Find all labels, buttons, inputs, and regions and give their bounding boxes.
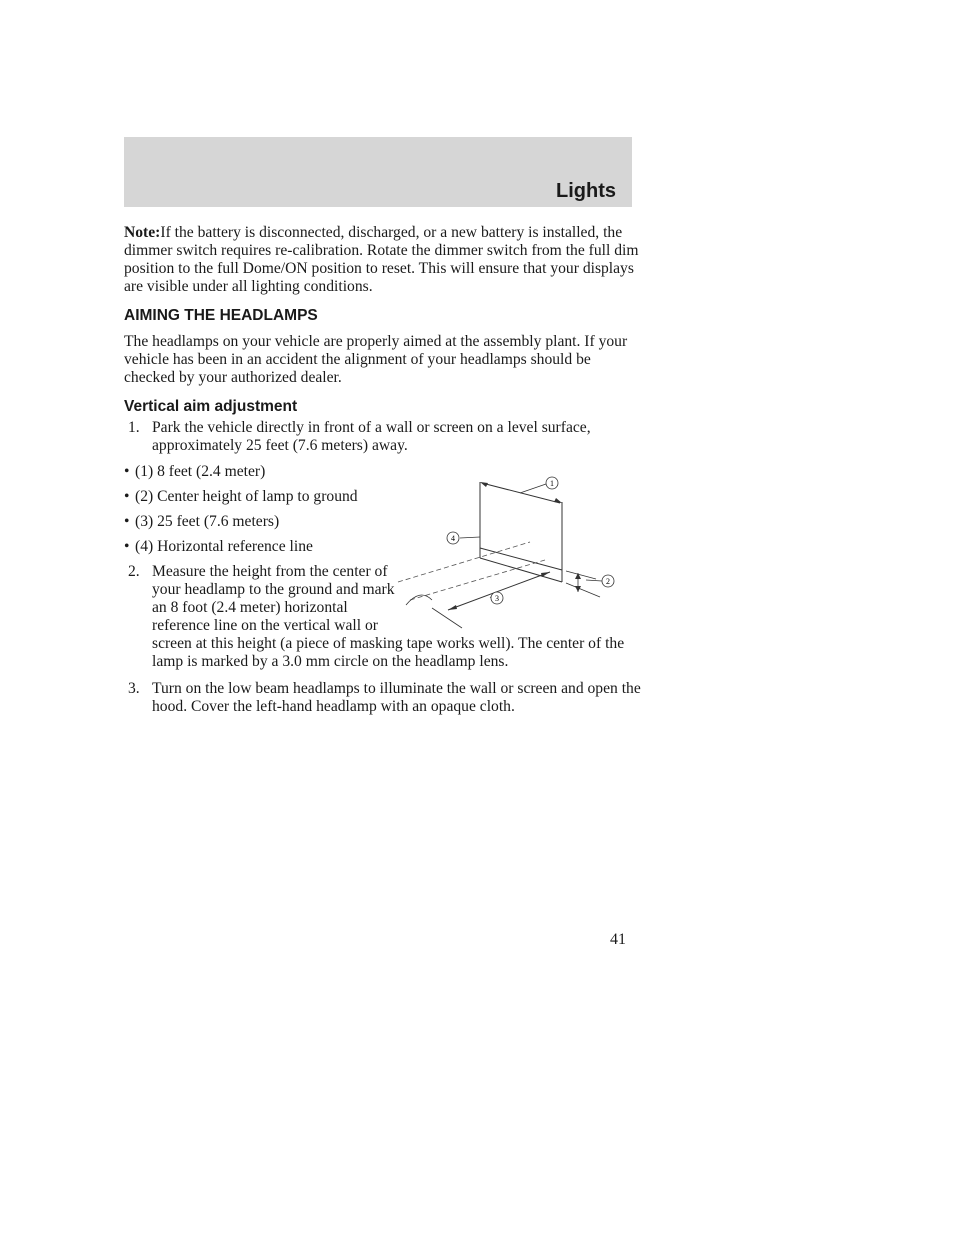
list-item bbox=[124, 488, 391, 506]
aiming-intro: The headlamps on your vehicle are properly aimed at the assembly plant. If your vehicle has been in an accident the alignment of your headlamps should be checked by your authorized dealer. bbox=[124, 333, 628, 386]
step-text-wide: screen at this height (a piece of masking tape works well). The center of the lamp is marked by a 3.0 mm circle on the headlamp lens. bbox=[152, 635, 625, 670]
list-item-text: (4) Horizontal reference line bbox=[135, 538, 313, 555]
bullet-icon: • bbox=[124, 488, 130, 505]
vertical-aim-heading: Vertical aim adjustment bbox=[124, 398, 298, 415]
step-text: Park the vehicle directly in front of a wall or screen on a level surface, approximately 25 feet (7.6 meters) away. bbox=[152, 419, 591, 454]
step-number: 1. bbox=[128, 419, 140, 436]
section-title: Lights bbox=[556, 180, 616, 202]
headlamp-aim-diagram bbox=[390, 470, 620, 635]
step-text-narrow: Measure the height from the center of your headlamp to the ground and mark an 8 foot (2.4 meter) horizontal reference line on the vertical wall or bbox=[152, 563, 395, 634]
aiming-heading: AIMING THE HEADLAMPS bbox=[124, 307, 318, 324]
bullet-icon: • bbox=[124, 463, 130, 480]
step-3 bbox=[124, 680, 644, 716]
bullet-icon: • bbox=[124, 513, 130, 530]
bullet-icon: • bbox=[124, 538, 130, 555]
list-item-text: (1) 8 feet (2.4 meter) bbox=[135, 463, 266, 480]
callout-1-label: 1 bbox=[550, 479, 554, 488]
step-text: Turn on the low beam headlamps to illuminate the wall or screen and open the hood. Cover the left-hand headlamp with an opaque cloth. bbox=[152, 680, 641, 715]
step-number: 3. bbox=[128, 680, 140, 697]
callout-2-label: 2 bbox=[606, 577, 610, 586]
list-item bbox=[124, 538, 391, 556]
callout-4-label: 4 bbox=[451, 534, 455, 543]
list-item bbox=[124, 513, 391, 531]
step-number: 2. bbox=[128, 563, 140, 580]
page-number: 41 bbox=[610, 931, 626, 948]
note-text: If the battery is disconnected, discharged, or a new battery is installed, the dimmer switch requires re-calibration. Rotate the dimmer switch from the full dim position to the full Dome/ON position to reset. This will ensure that your displays are visible under all lighting conditions. bbox=[124, 224, 639, 295]
note-paragraph bbox=[124, 224, 644, 296]
list-item bbox=[124, 463, 391, 481]
section-header-band bbox=[124, 137, 632, 207]
note-label: Note: bbox=[124, 224, 161, 241]
list-item-text: (2) Center height of lamp to ground bbox=[135, 488, 358, 505]
step-1 bbox=[124, 419, 644, 455]
callout-3-label: 3 bbox=[495, 594, 499, 603]
list-item-text: (3) 25 feet (7.6 meters) bbox=[135, 513, 280, 530]
